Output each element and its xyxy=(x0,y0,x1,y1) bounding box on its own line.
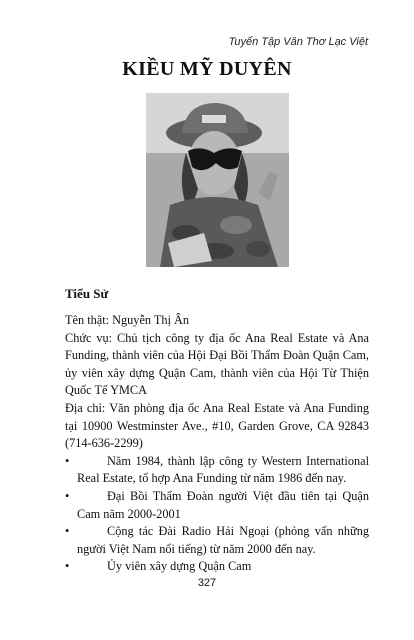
biography-text xyxy=(65,312,369,576)
bullet-text xyxy=(77,453,369,488)
list-item xyxy=(65,488,369,523)
running-head: Tuyển Tập Văn Thơ Lạc Việt xyxy=(228,36,368,48)
bullet-mark: • xyxy=(65,453,70,468)
list-item xyxy=(65,558,369,576)
bullet-text xyxy=(77,488,369,523)
bullet-mark: • xyxy=(65,488,70,503)
section-heading: Tiểu Sử xyxy=(65,286,109,301)
list-item xyxy=(65,453,369,488)
page-title: KIỀU MỸ DUYÊN xyxy=(122,58,292,80)
bullet-text-content: Cộng tác Đài Radio Hải Ngoại (phỏng vấn những người Việt Nam nổi tiếng) từ năm 2000 đến nay. xyxy=(77,524,369,556)
bullet-text xyxy=(77,558,251,576)
portrait-photo-icon xyxy=(146,93,289,267)
portrait-photo xyxy=(146,93,289,267)
list-item xyxy=(65,523,369,558)
position-line: Chức vụ: Chủ tịch công ty địa ốc Ana Real Estate và Ana Funding, thành viên của Hội Đại Bồi Thẩm Đoàn Quận Cam, ủy viên xây dựng Quận Cam, thành viên của Hội Từ Thiện Quốc Tế YMCA xyxy=(65,330,369,398)
address-line: Địa chỉ: Văn phòng địa ốc Ana Real Estate và Ana Funding tại 10900 Westminster Ave., #10, Garden Grove, CA 92843 (714-636-2299) xyxy=(65,400,369,451)
bullet-mark: • xyxy=(65,524,70,539)
page-number: 327 xyxy=(197,577,217,589)
bullet-text-content: Năm 1984, thành lập công ty Western International Real Estate, tổ hợp Ana Funding từ năm 1986 đến nay. xyxy=(77,453,369,486)
real-name-line: Tên thật: Nguyễn Thị Ân xyxy=(65,313,190,327)
bullet-text-content: Đại Bồi Thẩm Đoàn người Việt đầu tiên tại Quận Cam năm 2000-2001 xyxy=(77,488,369,521)
bullet-mark: • xyxy=(65,559,70,574)
bullet-text-content: Ủy viên xây dựng Quận Cam xyxy=(107,559,252,574)
bullet-text xyxy=(77,523,369,558)
